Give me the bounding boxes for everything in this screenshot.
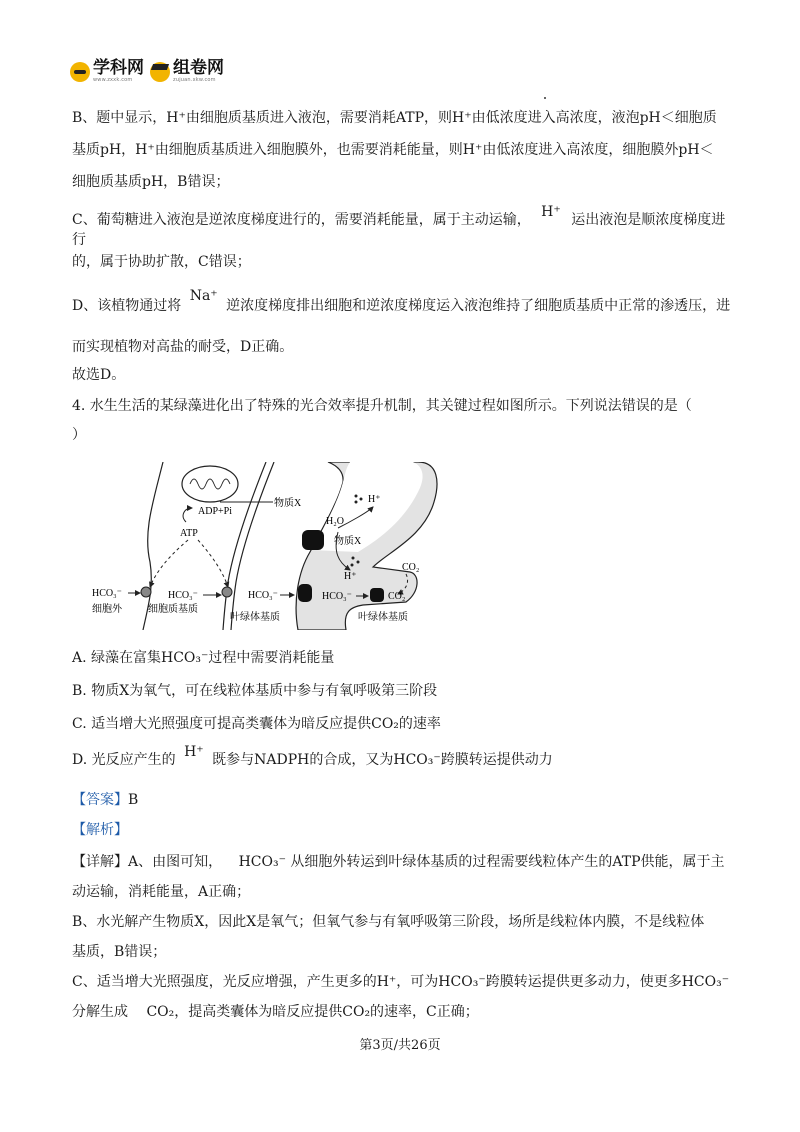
label-hco3-1: HCO₃⁻ — [92, 588, 122, 599]
detail-c-line2 — [72, 1002, 732, 1022]
conversion-enzyme-icon — [370, 588, 384, 602]
option-d — [72, 744, 732, 770]
question-4-line2: ） — [72, 427, 86, 443]
answer-value: B — [128, 792, 139, 808]
para-b-line3: 细胞质基质pH，B错误； — [72, 174, 230, 190]
algae-mechanism-diagram — [88, 462, 448, 630]
option-d-text-b: 既参与NADPH的合成，又为HCO₃⁻跨膜转运提供动力 — [212, 752, 553, 768]
analysis-tag — [72, 820, 732, 840]
detail-c-line1: C、适当增大光照强度，光反应增强，产生更多的H⁺，可为HCO₃⁻跨膜转运提供更多动力，使更多HCO₃⁻ — [72, 974, 730, 990]
label-co2-bottom: CO₂ — [388, 591, 406, 602]
photosystem-icon — [302, 530, 324, 550]
para-b-line1: B、题中显示，H⁺由细胞质基质进入液泡，需要消耗ATP，则H⁺由低浓度进入高浓度，液泡pH＜细胞质 — [72, 110, 717, 126]
page-number: 第3页/共26页 — [359, 1038, 441, 1053]
label-substance-x2: 物质X — [334, 536, 362, 547]
detail-tag: 【详解】 — [72, 854, 128, 870]
answer-tag: 【答案】 — [72, 792, 128, 808]
label-h2o: H₂O — [326, 516, 344, 527]
atp-to-membrane-arrow — [150, 540, 188, 587]
detail-a-text-a: A、由图可知， — [128, 854, 223, 870]
para-c-text-a: C、葡萄糖进入液泡是逆浓度梯度进行的，需要消耗能量，属于主动运输， — [72, 212, 531, 228]
label-stroma-1: 叶绿体基质 — [230, 612, 280, 623]
label-cytoplasm: 细胞质基质 — [148, 604, 198, 615]
label-hplus-top: H⁺ — [368, 494, 381, 505]
label-outside: 细胞外 — [92, 604, 122, 615]
para-d-line1 — [72, 288, 732, 316]
stray-dot — [544, 97, 546, 99]
label-hco3-2: HCO₃⁻ — [168, 590, 198, 601]
option-c: C. 适当增大光照强度可提高类囊体为暗反应提供CO₂的速率 — [72, 716, 441, 732]
detail-a-text-b: HCO₃⁻ 从细胞外转运到叶绿体基质的过程需要线粒体产生的ATP供能，属于主 — [238, 854, 725, 870]
para-c-line2: 的，属于协助扩散，C错误； — [72, 254, 251, 270]
option-b: B. 物质X为氧气，可在线粒体基质中参与有氧呼吸第三阶段 — [72, 683, 438, 699]
option-d-ion: H⁺ — [184, 744, 204, 760]
para-d-text-a: D、该植物通过将 — [72, 298, 182, 314]
label-atp: ATP — [180, 528, 198, 539]
para-d-line2: 而实现植物对高盐的耐受，D正确。 — [72, 339, 294, 355]
para-b-line2: 基质pH，H⁺由细胞质基质进入细胞膜外，也需要消耗能量，则H⁺由低浓度进入高浓度，细胞膜外pH＜ — [72, 142, 714, 158]
logo1-name: 学科网 — [93, 58, 144, 78]
detail-b-line1: B、水光解产生物质X，因此X是氧气；但氧气参与有氧呼吸第三阶段，场所是线粒体内膜，不是线粒体 — [72, 914, 705, 930]
logo1-sub: www.zxxk.com — [93, 77, 133, 83]
atp-cycle-arrow — [183, 508, 192, 522]
detail-a-line2: 动运输，消耗能量，A正确； — [72, 884, 251, 900]
detail-a-line1 — [72, 852, 732, 872]
option-a: A. 绿藻在富集HCO₃⁻过程中需要消耗能量 — [72, 650, 335, 666]
para-c-text-b: 运出液泡是顺浓度梯度进行 — [72, 212, 726, 248]
analysis-tag-text: 【解析】 — [72, 822, 128, 838]
atp-to-chloroplast-arrow — [198, 540, 228, 587]
logo-zxxk — [70, 60, 144, 83]
option-d-text-a: D. 光反应产生的 — [72, 752, 176, 768]
label-hplus-mid: H⁺ — [344, 571, 357, 582]
para-c-ion: H⁺ — [541, 204, 561, 220]
question-4-line1: 4. 水生生活的某绿藻进化出了特殊的光合效率提升机制，其关键过程如图所示。下列说法错误的是（ — [72, 398, 692, 414]
site-logo — [70, 60, 224, 83]
para-d-ion: Na⁺ — [189, 288, 218, 304]
label-hco3-4: HCO₃⁻ — [322, 591, 352, 602]
choice-line: 故选D。 — [72, 367, 126, 383]
logo2-sub: zujuan.xkw.com — [173, 77, 216, 83]
label-substance-x: 物质X — [274, 498, 302, 509]
membrane-transporter-3 — [298, 584, 312, 602]
zxxk-logo-icon — [70, 62, 90, 82]
zujuan-logo-icon — [150, 62, 170, 82]
label-stroma-2: 叶绿体基质 — [358, 612, 408, 623]
membrane-transporter-2 — [222, 587, 232, 597]
membrane-transporter-1 — [141, 587, 151, 597]
para-d-text-b: 逆浓度梯度排出细胞和逆浓度梯度运入液泡维持了细胞质基质中正常的渗透压，进 — [226, 298, 731, 314]
detail-b-line2: 基质，B错误； — [72, 944, 167, 960]
detail-c-text-a: 分解生成 — [72, 1004, 128, 1020]
logo-zujuan — [150, 60, 224, 83]
label-adp: ADP+Pi — [198, 506, 232, 517]
detail-c-text-b: CO₂，提高类囊体为暗反应提供CO₂的速率，C正确； — [146, 1004, 479, 1020]
para-c-line1 — [72, 204, 732, 250]
answer-line — [72, 790, 732, 810]
label-hco3-3: HCO₃⁻ — [248, 590, 278, 601]
label-co2-top: CO₂ — [402, 562, 420, 573]
logo2-name: 组卷网 — [173, 58, 224, 78]
